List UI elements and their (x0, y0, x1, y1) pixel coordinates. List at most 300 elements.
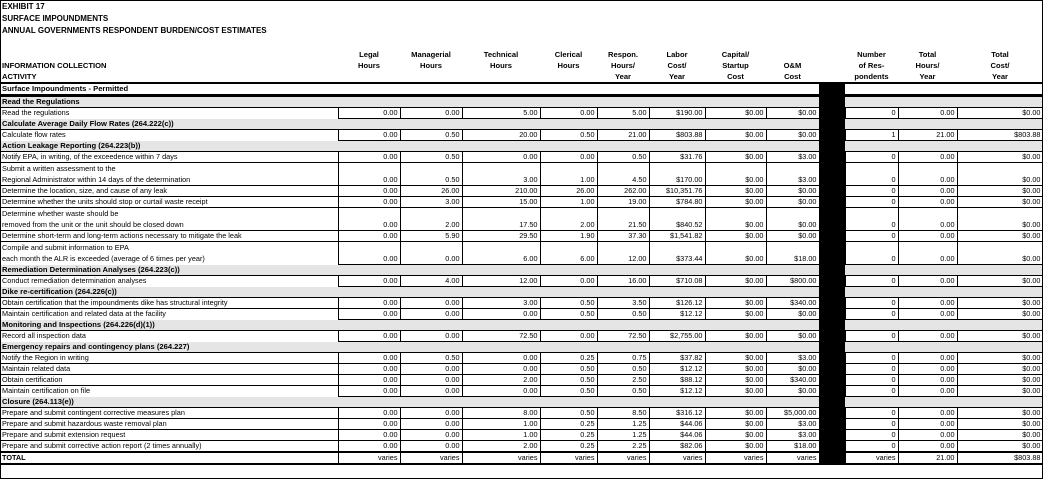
value-cell: 0.50 (597, 386, 649, 397)
value-cell: 0.50 (400, 353, 462, 364)
value-cell: 37.30 (597, 231, 649, 242)
value-cell: 0.00 (338, 441, 400, 453)
value-cell: 0 (845, 163, 898, 186)
value-cell: 2.00 (540, 208, 597, 231)
activity-text: each month the ALR is exceeded (average of 6 times per year) (2, 254, 205, 264)
value-cell: 1.00 (462, 419, 540, 430)
separator-cell (819, 342, 845, 353)
table-row (0, 331, 1043, 342)
value-cell: $88.12 (649, 375, 705, 386)
value-cell: $0.00 (705, 197, 766, 208)
section-header-row (0, 320, 1043, 331)
activity-text: Notify EPA, in writing, of the exceedence within 7 days (2, 152, 178, 161)
value-cell: 0.50 (540, 364, 597, 375)
activity-text: Calculate flow rates (2, 130, 66, 140)
value-cell: 0.00 (338, 364, 400, 375)
col-clerical-hours: Clerical Hours (540, 46, 597, 83)
section-title: Closure (264.113(e)) (0, 397, 819, 408)
value-cell: $0.00 (957, 353, 1043, 364)
section-title: Read the Regulations (0, 96, 819, 108)
value-cell: $18.00 (766, 441, 819, 453)
value-cell: 0.00 (898, 276, 957, 287)
value-cell: $0.00 (957, 163, 1043, 186)
value-cell: $0.00 (705, 276, 766, 287)
value-cell: 0.00 (338, 130, 400, 141)
separator-cell (819, 386, 845, 397)
value-cell: $0.00 (957, 108, 1043, 119)
separator-cell (819, 397, 845, 408)
table-row (0, 130, 1043, 141)
value-cell: $18.00 (766, 242, 819, 265)
value-cell: 0.25 (540, 353, 597, 364)
value-cell: 2.00 (462, 375, 540, 386)
value-cell: $0.00 (705, 375, 766, 386)
value-cell: $0.00 (957, 331, 1043, 342)
value-cell: $0.00 (705, 309, 766, 320)
value-cell: 0.50 (400, 152, 462, 163)
separator-cell (819, 287, 845, 298)
value-cell: 0.50 (400, 163, 462, 186)
col-technical-hours: Technical Hours (462, 46, 540, 83)
value-cell: 0.00 (400, 309, 462, 320)
exhibit-subtitle: ANNUAL GOVERNMENTS RESPONDENT BURDEN/COST ESTIMATES (2, 26, 267, 35)
value-cell: 12.00 (597, 242, 649, 265)
activity-cell (0, 298, 338, 309)
burden-cost-table (0, 46, 1043, 465)
value-cell: 0.00 (400, 386, 462, 397)
value-cell: 29.50 (462, 231, 540, 242)
value-cell: 1 (845, 130, 898, 141)
col-capital-cost: Capital/ Startup Cost (705, 46, 766, 83)
table-row (0, 231, 1043, 242)
col-om-cost: O&M Cost (766, 46, 819, 83)
value-cell: $0.00 (766, 208, 819, 231)
value-cell: 0.00 (898, 152, 957, 163)
value-cell: 20.00 (462, 130, 540, 141)
value-cell: $0.00 (705, 353, 766, 364)
activity-text: Record all inspection data (2, 331, 86, 341)
col-total-cost: Total Cost/ Year (957, 46, 1043, 83)
value-cell: 8.50 (597, 408, 649, 419)
value-cell: 0 (845, 441, 898, 453)
separator-cell (819, 152, 845, 163)
value-cell: 0 (845, 197, 898, 208)
separator-cell (819, 430, 845, 441)
value-cell: $0.00 (957, 242, 1043, 265)
value-cell: 0.00 (462, 353, 540, 364)
value-cell: 0.00 (898, 208, 957, 231)
table-row (0, 430, 1043, 441)
value-cell: 26.00 (540, 186, 597, 197)
separator-cell (819, 208, 845, 231)
value-cell: $316.12 (649, 408, 705, 419)
value-cell: 4.00 (400, 276, 462, 287)
value-cell: $0.00 (957, 408, 1043, 419)
value-cell: 0 (845, 276, 898, 287)
value-cell: $3.00 (766, 430, 819, 441)
value-cell: $12.12 (649, 386, 705, 397)
exhibit-header (2, 1, 267, 37)
activity-text: Prepare and submit contingent corrective measures plan (2, 408, 185, 417)
value-cell: 2.00 (462, 441, 540, 453)
value-cell: $0.00 (705, 186, 766, 197)
value-cell: 15.00 (462, 197, 540, 208)
activity-text: Determine short-term and long-term actions necessary to mitigate the leak (2, 231, 242, 240)
value-cell: 0.00 (338, 375, 400, 386)
total-value-cell: varies (845, 452, 898, 464)
value-cell: $0.00 (766, 197, 819, 208)
section-header-row (0, 119, 1043, 130)
value-cell: 1.00 (540, 197, 597, 208)
value-cell: 6.00 (462, 242, 540, 265)
value-cell: $170.00 (649, 163, 705, 186)
value-cell: $0.00 (766, 130, 819, 141)
value-cell: 0.00 (400, 375, 462, 386)
value-cell: 8.00 (462, 408, 540, 419)
section-header-row (0, 96, 1043, 108)
separator-cell (819, 197, 845, 208)
value-cell: 0.00 (540, 108, 597, 119)
total-value-cell: varies (705, 452, 766, 464)
value-cell: 17.50 (462, 208, 540, 231)
activity-text: Submit a written assessment to the (2, 164, 116, 173)
value-cell: $12.12 (649, 364, 705, 375)
value-cell: 0.50 (540, 130, 597, 141)
value-cell: $373.44 (649, 242, 705, 265)
separator-cell (819, 96, 845, 108)
separator-cell (819, 265, 845, 276)
activity-cell (0, 231, 338, 242)
section-title: Monitoring and Inspections (264.226(d)(1)) (0, 320, 819, 331)
value-cell: 0.00 (898, 186, 957, 197)
value-cell: 0.50 (597, 364, 649, 375)
value-cell: 3.50 (597, 298, 649, 309)
value-cell: 0.25 (540, 419, 597, 430)
separator-cell (819, 298, 845, 309)
value-cell: $12.12 (649, 309, 705, 320)
value-cell: 0.50 (540, 375, 597, 386)
value-cell: 0.00 (338, 208, 400, 231)
separator-cell (819, 309, 845, 320)
activity-cell (0, 163, 338, 186)
value-cell: 1.25 (597, 419, 649, 430)
value-cell: 0.50 (540, 309, 597, 320)
col-legal-hours: Legal Hours (338, 46, 400, 83)
value-cell: 0.00 (338, 276, 400, 287)
value-cell: 0.00 (898, 386, 957, 397)
value-cell: 0.00 (898, 441, 957, 453)
value-cell: 0.50 (540, 298, 597, 309)
value-cell: 12.00 (462, 276, 540, 287)
separator-cell (819, 441, 845, 453)
table-row (0, 419, 1043, 430)
activity-cell (0, 208, 338, 231)
separator-cell (819, 119, 845, 130)
value-cell: 0.00 (462, 386, 540, 397)
value-cell: 6.00 (540, 242, 597, 265)
value-cell: 3.00 (462, 163, 540, 186)
value-cell: $0.00 (957, 441, 1043, 453)
separator-cell (819, 331, 845, 342)
value-cell: 0.00 (400, 419, 462, 430)
table-row (0, 152, 1043, 163)
value-cell: 0.00 (898, 375, 957, 386)
value-cell: $784.80 (649, 197, 705, 208)
value-cell: $0.00 (957, 197, 1043, 208)
section-header-row (0, 141, 1043, 152)
total-value-cell: varies (462, 452, 540, 464)
col-separator (819, 46, 845, 83)
separator-cell (819, 108, 845, 119)
value-cell: 5.90 (400, 231, 462, 242)
value-cell: 0.00 (898, 242, 957, 265)
activity-text: Maintain certification on file (2, 386, 91, 396)
activity-cell (0, 152, 338, 163)
value-cell: $0.00 (705, 108, 766, 119)
activity-cell (0, 242, 338, 265)
value-cell: $0.00 (957, 276, 1043, 287)
activity-text: Determine whether the units should stop or curtail waste receipt (2, 197, 208, 206)
activity-cell (0, 375, 338, 386)
table-row (0, 208, 1043, 231)
section-title: Action Leakage Reporting (264.223(b)) (0, 141, 819, 152)
value-cell: 0.00 (338, 353, 400, 364)
value-cell: 0.50 (597, 309, 649, 320)
activity-cell (0, 186, 338, 197)
value-cell: 0.00 (338, 231, 400, 242)
value-cell: 3.00 (462, 298, 540, 309)
activity-text: Conduct remediation determination analyses (2, 276, 147, 286)
value-cell: 0.00 (462, 309, 540, 320)
total-value-cell: varies (400, 452, 462, 464)
value-cell: $0.00 (957, 309, 1043, 320)
value-cell: 0.00 (338, 108, 400, 119)
value-cell: $0.00 (957, 375, 1043, 386)
value-cell: 1.90 (540, 231, 597, 242)
value-cell: 0.00 (338, 163, 400, 186)
total-value-cell: varies (540, 452, 597, 464)
value-cell: $0.00 (766, 186, 819, 197)
value-cell: $0.00 (957, 186, 1043, 197)
value-cell: 0.00 (400, 298, 462, 309)
value-cell: $800.00 (766, 276, 819, 287)
separator-cell (819, 276, 845, 287)
value-cell: $37.82 (649, 353, 705, 364)
separator-cell (819, 375, 845, 386)
section-header-row (0, 342, 1043, 353)
activity-cell (0, 441, 338, 453)
value-cell: $0.00 (766, 364, 819, 375)
value-cell: $0.00 (705, 386, 766, 397)
value-cell: $0.00 (957, 231, 1043, 242)
value-cell: 0.00 (338, 331, 400, 342)
value-cell: 0.50 (540, 408, 597, 419)
activity-text: Maintain certification and related data at the facility (2, 309, 166, 319)
value-cell: $126.12 (649, 298, 705, 309)
activity-cell (0, 408, 338, 419)
value-cell: $710.08 (649, 276, 705, 287)
section-header-row (0, 287, 1043, 298)
value-cell: $0.00 (766, 309, 819, 320)
value-cell: 0.50 (400, 130, 462, 141)
exhibit-title: SURFACE IMPOUNDMENTS (2, 14, 109, 23)
value-cell: $0.00 (705, 163, 766, 186)
separator-cell (819, 231, 845, 242)
value-cell: $0.00 (705, 441, 766, 453)
table-row (0, 163, 1043, 186)
table-row (0, 353, 1043, 364)
separator-cell (819, 353, 845, 364)
value-cell: $44.06 (649, 419, 705, 430)
value-cell: 19.00 (597, 197, 649, 208)
value-cell: 0.25 (540, 441, 597, 453)
value-cell: 0.00 (540, 152, 597, 163)
value-cell: $0.00 (766, 331, 819, 342)
table-row (0, 364, 1043, 375)
table-row (0, 197, 1043, 208)
total-label: TOTAL (0, 452, 338, 464)
activity-cell (0, 331, 338, 342)
value-cell: $2,755.00 (649, 331, 705, 342)
value-cell: 0.00 (338, 419, 400, 430)
value-cell: 0.00 (338, 408, 400, 419)
value-cell: $340.00 (766, 298, 819, 309)
activity-text: Obtain certification (2, 375, 63, 384)
value-cell: 5.00 (462, 108, 540, 119)
value-cell: $0.00 (705, 231, 766, 242)
activity-cell (0, 386, 338, 397)
value-cell: 0 (845, 309, 898, 320)
table-row (0, 408, 1043, 419)
value-cell: 0 (845, 386, 898, 397)
activity-text: Notify the Region in writing (2, 353, 89, 362)
activity-text: removed from the unit or the unit should be closed down (2, 220, 184, 229)
total-value-cell: varies (649, 452, 705, 464)
value-cell: 21.00 (597, 130, 649, 141)
value-cell: 2.00 (400, 208, 462, 231)
value-cell: 0 (845, 364, 898, 375)
col-total-hours: Total Hours/ Year (898, 46, 957, 83)
value-cell: $0.00 (957, 208, 1043, 231)
value-cell: $82.06 (649, 441, 705, 453)
value-cell: 0.00 (338, 186, 400, 197)
value-cell: 26.00 (400, 186, 462, 197)
total-value-cell: $803.88 (957, 452, 1043, 464)
activity-text: Prepare and submit extension request (2, 430, 126, 439)
activity-cell (0, 309, 338, 320)
table-row (0, 276, 1043, 287)
value-cell: $0.00 (705, 298, 766, 309)
value-cell: 0 (845, 186, 898, 197)
activity-cell (0, 430, 338, 441)
separator-cell (819, 186, 845, 197)
col-activity: INFORMATION COLLECTION ACTIVITY (0, 46, 338, 83)
separator-cell (819, 452, 845, 464)
value-cell: $803.88 (649, 130, 705, 141)
table-row (0, 375, 1043, 386)
value-cell: 0.25 (540, 430, 597, 441)
value-cell: $31.76 (649, 152, 705, 163)
table-row (0, 108, 1043, 119)
value-cell: 4.50 (597, 163, 649, 186)
activity-cell (0, 197, 338, 208)
value-cell: 0.00 (898, 364, 957, 375)
value-cell: 1.25 (597, 430, 649, 441)
col-respon-hours: Respon. Hours/ Year (597, 46, 649, 83)
separator-cell (819, 408, 845, 419)
value-cell: 0 (845, 152, 898, 163)
total-value-cell: varies (338, 452, 400, 464)
value-cell: 1.00 (540, 163, 597, 186)
table-row (0, 309, 1043, 320)
value-cell: 0 (845, 108, 898, 119)
value-cell: $0.00 (705, 208, 766, 231)
value-cell: $0.00 (705, 331, 766, 342)
value-cell: 1.00 (462, 430, 540, 441)
table-row (0, 386, 1043, 397)
value-cell: $5,000.00 (766, 408, 819, 419)
total-value-cell: 21.00 (898, 452, 957, 464)
value-cell: 0.00 (898, 430, 957, 441)
value-cell: 21.50 (597, 208, 649, 231)
value-cell: 0.00 (898, 331, 957, 342)
value-cell: $0.00 (766, 231, 819, 242)
activity-cell (0, 364, 338, 375)
value-cell: 0.00 (338, 309, 400, 320)
value-cell: 0.00 (898, 298, 957, 309)
value-cell: $3.00 (766, 419, 819, 430)
value-cell: 0 (845, 408, 898, 419)
value-cell: $3.00 (766, 163, 819, 186)
value-cell: $0.00 (705, 130, 766, 141)
value-cell: 0.00 (540, 276, 597, 287)
value-cell: 2.50 (597, 375, 649, 386)
value-cell: $0.00 (705, 152, 766, 163)
value-cell: $0.00 (766, 386, 819, 397)
value-cell: 0.00 (338, 152, 400, 163)
value-cell: $3.00 (766, 353, 819, 364)
section-header-row (0, 265, 1043, 276)
table-row (0, 186, 1043, 197)
value-cell: 0 (845, 331, 898, 342)
activity-cell (0, 108, 338, 119)
activity-cell (0, 276, 338, 287)
activity-cell (0, 353, 338, 364)
col-labor-cost: Labor Cost/ Year (649, 46, 705, 83)
value-cell: $10,351.76 (649, 186, 705, 197)
permit-section-label: Surface Impoundments - Permitted (0, 83, 819, 96)
permit-section-row (0, 83, 1043, 96)
column-header-row (0, 46, 1043, 83)
value-cell: 0.75 (597, 353, 649, 364)
value-cell: 0.00 (338, 298, 400, 309)
value-cell: 72.50 (462, 331, 540, 342)
exhibit-number: EXHIBIT 17 (2, 2, 45, 11)
value-cell: 0 (845, 353, 898, 364)
activity-cell (0, 419, 338, 430)
value-cell: 0 (845, 298, 898, 309)
value-cell: 0.00 (898, 163, 957, 186)
separator-cell (819, 141, 845, 152)
separator-cell (819, 130, 845, 141)
activity-text: Maintain related data (2, 364, 71, 373)
activity-text: Regional Administrator within 14 days of the determination (2, 175, 191, 184)
value-cell: 0.00 (338, 430, 400, 441)
total-row (0, 452, 1043, 464)
value-cell: 0.00 (898, 408, 957, 419)
value-cell: 210.00 (462, 186, 540, 197)
activity-text: Read the regulations (2, 108, 70, 118)
